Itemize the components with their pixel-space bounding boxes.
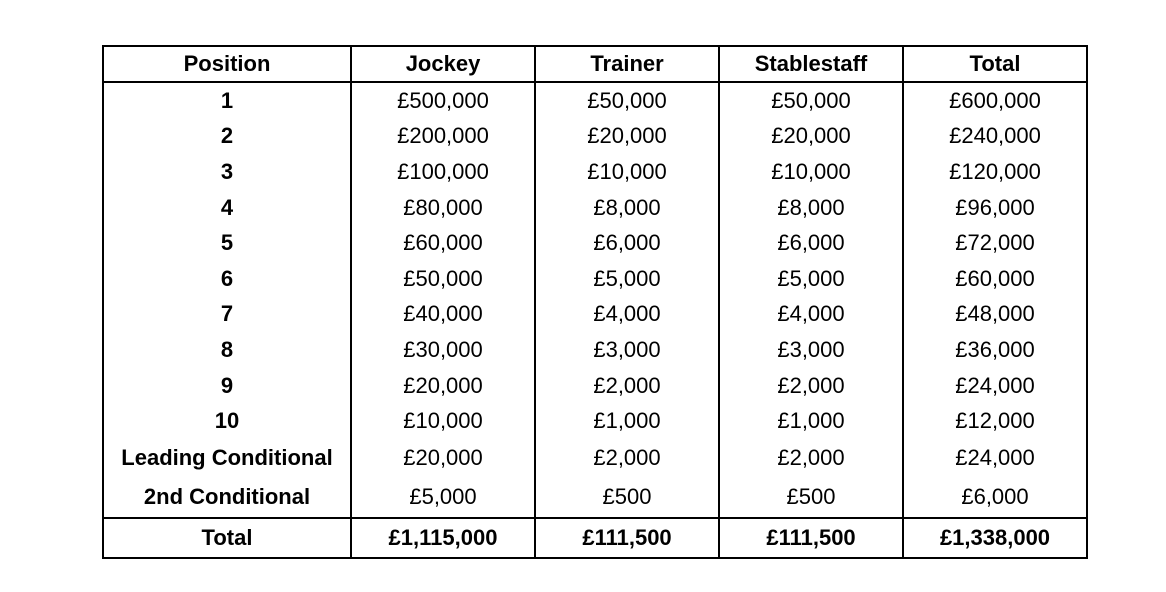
table-row bbox=[103, 225, 1087, 261]
trainer-cell: £6,000 bbox=[535, 225, 719, 261]
position-cell: 8 bbox=[103, 332, 351, 368]
trainer-total: £111,500 bbox=[535, 518, 719, 558]
stablestaff-cell: £6,000 bbox=[719, 225, 903, 261]
trainer-cell: £50,000 bbox=[535, 82, 719, 119]
position-cell: Leading Conditional bbox=[103, 439, 351, 478]
total-cell: £96,000 bbox=[903, 190, 1087, 226]
table-row bbox=[103, 261, 1087, 297]
position-cell: 3 bbox=[103, 154, 351, 190]
position-cell: 6 bbox=[103, 261, 351, 297]
header-jockey: Jockey bbox=[351, 46, 535, 82]
total-cell: £24,000 bbox=[903, 439, 1087, 478]
jockey-cell: £30,000 bbox=[351, 332, 535, 368]
trainer-cell: £1,000 bbox=[535, 403, 719, 439]
total-cell: £36,000 bbox=[903, 332, 1087, 368]
table-row bbox=[103, 478, 1087, 518]
position-cell: 2 bbox=[103, 119, 351, 155]
trainer-cell: £20,000 bbox=[535, 119, 719, 155]
table-row bbox=[103, 154, 1087, 190]
total-cell: £240,000 bbox=[903, 119, 1087, 155]
total-cell: £24,000 bbox=[903, 368, 1087, 404]
stablestaff-cell: £2,000 bbox=[719, 439, 903, 478]
jockey-cell: £20,000 bbox=[351, 368, 535, 404]
stablestaff-cell: £1,000 bbox=[719, 403, 903, 439]
stablestaff-cell: £10,000 bbox=[719, 154, 903, 190]
total-cell: £72,000 bbox=[903, 225, 1087, 261]
jockey-cell: £500,000 bbox=[351, 82, 535, 119]
stablestaff-cell: £20,000 bbox=[719, 119, 903, 155]
position-cell: 10 bbox=[103, 403, 351, 439]
prize-money-table bbox=[102, 45, 1088, 559]
position-cell: 5 bbox=[103, 225, 351, 261]
trainer-cell: £3,000 bbox=[535, 332, 719, 368]
totals-label: Total bbox=[103, 518, 351, 558]
total-cell: £6,000 bbox=[903, 478, 1087, 518]
position-cell: 4 bbox=[103, 190, 351, 226]
total-cell: £120,000 bbox=[903, 154, 1087, 190]
trainer-cell: £5,000 bbox=[535, 261, 719, 297]
stablestaff-cell: £5,000 bbox=[719, 261, 903, 297]
table-row bbox=[103, 190, 1087, 226]
trainer-cell: £2,000 bbox=[535, 439, 719, 478]
header-row bbox=[103, 46, 1087, 82]
totals-row bbox=[103, 518, 1087, 558]
total-cell: £600,000 bbox=[903, 82, 1087, 119]
jockey-cell: £60,000 bbox=[351, 225, 535, 261]
jockey-total: £1,115,000 bbox=[351, 518, 535, 558]
table-header bbox=[103, 46, 1087, 82]
jockey-cell: £200,000 bbox=[351, 119, 535, 155]
header-total: Total bbox=[903, 46, 1087, 82]
jockey-cell: £40,000 bbox=[351, 297, 535, 333]
table-row bbox=[103, 439, 1087, 478]
trainer-cell: £2,000 bbox=[535, 368, 719, 404]
total-cell: £48,000 bbox=[903, 297, 1087, 333]
total-cell: £12,000 bbox=[903, 403, 1087, 439]
position-cell: 1 bbox=[103, 82, 351, 119]
jockey-cell: £5,000 bbox=[351, 478, 535, 518]
table-row bbox=[103, 297, 1087, 333]
stablestaff-cell: £3,000 bbox=[719, 332, 903, 368]
jockey-cell: £50,000 bbox=[351, 261, 535, 297]
trainer-cell: £500 bbox=[535, 478, 719, 518]
table-footer bbox=[103, 518, 1087, 558]
trainer-cell: £4,000 bbox=[535, 297, 719, 333]
position-cell: 9 bbox=[103, 368, 351, 404]
jockey-cell: £100,000 bbox=[351, 154, 535, 190]
table-body bbox=[103, 82, 1087, 518]
header-trainer: Trainer bbox=[535, 46, 719, 82]
trainer-cell: £8,000 bbox=[535, 190, 719, 226]
jockey-cell: £80,000 bbox=[351, 190, 535, 226]
stablestaff-total: £111,500 bbox=[719, 518, 903, 558]
stablestaff-cell: £8,000 bbox=[719, 190, 903, 226]
jockey-cell: £20,000 bbox=[351, 439, 535, 478]
total-cell: £60,000 bbox=[903, 261, 1087, 297]
position-cell: 7 bbox=[103, 297, 351, 333]
grand-total: £1,338,000 bbox=[903, 518, 1087, 558]
trainer-cell: £10,000 bbox=[535, 154, 719, 190]
jockey-cell: £10,000 bbox=[351, 403, 535, 439]
header-stablestaff: Stablestaff bbox=[719, 46, 903, 82]
header-position: Position bbox=[103, 46, 351, 82]
table-row bbox=[103, 119, 1087, 155]
stablestaff-cell: £50,000 bbox=[719, 82, 903, 119]
table-row bbox=[103, 368, 1087, 404]
stablestaff-cell: £2,000 bbox=[719, 368, 903, 404]
stablestaff-cell: £500 bbox=[719, 478, 903, 518]
table-row bbox=[103, 332, 1087, 368]
stablestaff-cell: £4,000 bbox=[719, 297, 903, 333]
table-row bbox=[103, 403, 1087, 439]
position-cell: 2nd Conditional bbox=[103, 478, 351, 518]
table-row bbox=[103, 82, 1087, 119]
